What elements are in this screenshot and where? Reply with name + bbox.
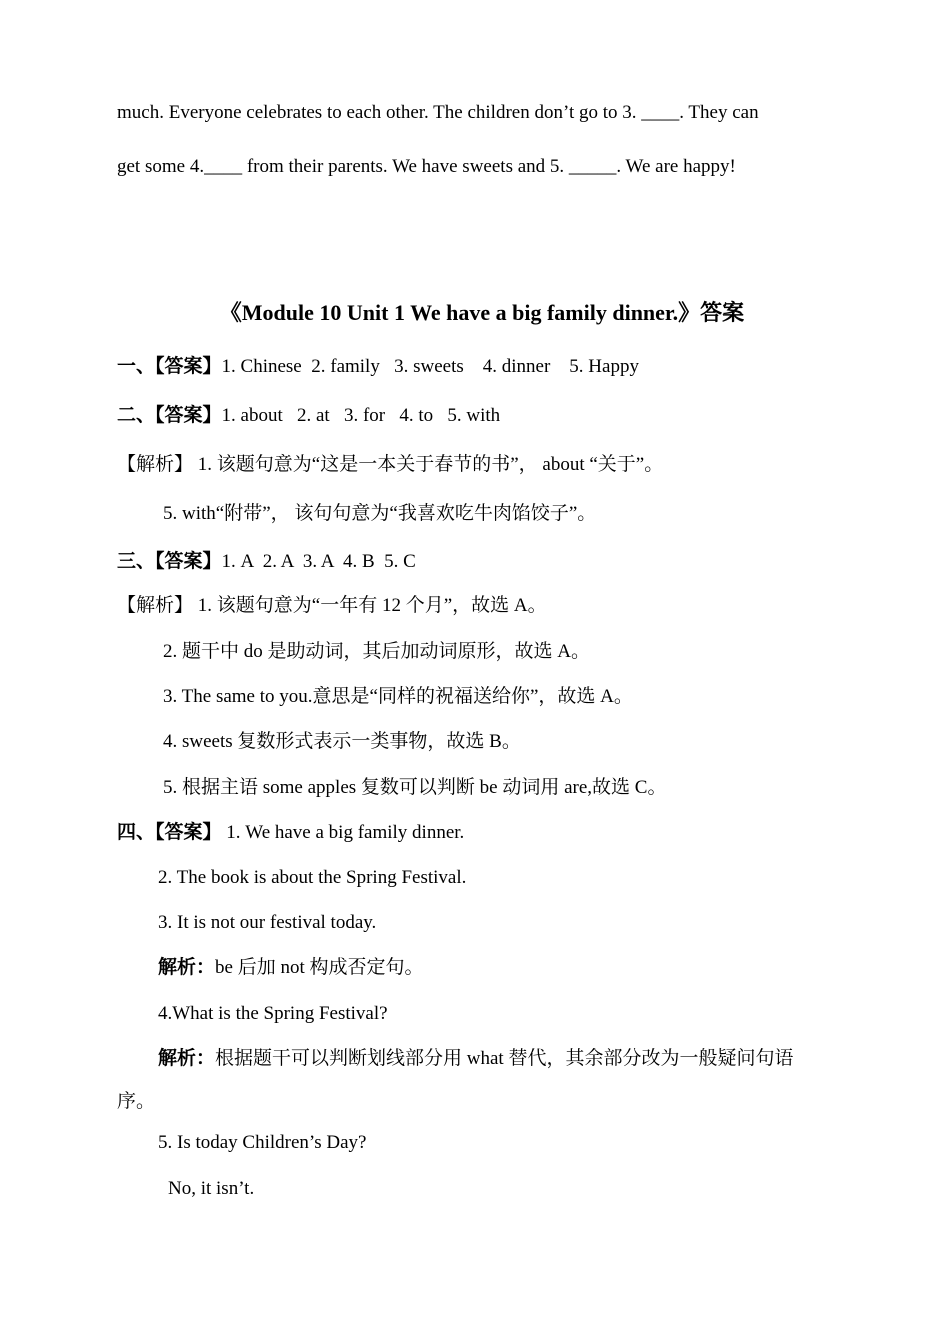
section-4-answer-3: 3. It is not our festival today. bbox=[158, 912, 377, 933]
section-3-text: 1. A 2. A 3. A 4. B 5. C bbox=[221, 551, 416, 572]
passage-line-2: get some 4.____ from their parents. We have sweets and 5. _____. We are happy! bbox=[117, 156, 736, 177]
section-3-analysis-1 bbox=[117, 594, 547, 618]
section-2-analysis-1 bbox=[117, 453, 663, 477]
section-1-number: 一、 bbox=[117, 356, 156, 377]
section-1-answer bbox=[117, 355, 639, 379]
section-2-number: 二、 bbox=[117, 405, 156, 426]
section-2-analysis-1-text: 1. 该题句意为“这是一本关于春节的书”， about “关于”。 bbox=[197, 454, 664, 475]
section-4-number: 四、 bbox=[117, 822, 156, 843]
section-4-answer-1: 1. We have a big family dinner. bbox=[226, 822, 465, 843]
section-4-analysis-3-text: be 后加 not 构成否定句。 bbox=[215, 957, 424, 978]
section-2-text: 1. about 2. at 3. for 4. to 5. with bbox=[221, 405, 501, 426]
section-4-analysis-4-label: 解析： bbox=[158, 1048, 216, 1069]
section-3-analysis-2: 2. 题干中 do 是助动词，其后加动词原形，故选 A。 bbox=[163, 641, 590, 662]
section-3-analysis-4: 4. sweets 复数形式表示一类事物，故选 B。 bbox=[163, 731, 521, 752]
section-4-answer-5-reply: No, it isn’t. bbox=[168, 1178, 255, 1199]
section-3-answer bbox=[117, 550, 416, 574]
section-4-analysis-3-label: 解析： bbox=[158, 957, 216, 978]
section-1-text: 1. Chinese 2. family 3. sweets 4. dinner 5. Happy bbox=[221, 356, 639, 377]
section-1-label: 【答案】 bbox=[155, 356, 222, 377]
section-3-label: 【答案】 bbox=[155, 551, 222, 572]
section-4-analysis-4-text: 根据题干可以判断划线部分用 what 替代，其余部分改为一般疑问句语 bbox=[215, 1048, 794, 1069]
section-2-analysis-label: 【解析】 bbox=[117, 454, 194, 475]
section-4-answer-2: 2. The book is about the Spring Festival. bbox=[158, 867, 467, 888]
section-4-answer-4: 4.What is the Spring Festival? bbox=[158, 1003, 388, 1024]
section-4-analysis-4 bbox=[158, 1047, 793, 1071]
section-3-number: 三、 bbox=[117, 551, 156, 572]
section-2-analysis-5: 5. with“附带”， 该句句意为“我喜欢吃牛肉馅饺子”。 bbox=[163, 503, 597, 524]
section-4-label: 【答案】 bbox=[155, 822, 222, 843]
section-3-analysis-3: 3. The same to you.意思是“同样的祝福送给你”，故选 A。 bbox=[163, 686, 633, 707]
section-3-analysis-5: 5. 根据主语 some apples 复数可以判断 be 动词用 are,故选 C。 bbox=[163, 777, 667, 798]
section-4-analysis-3 bbox=[158, 956, 423, 980]
answer-title: 《Module 10 Unit 1 We have a big family dinner.》答案 bbox=[219, 300, 745, 325]
section-2-label: 【答案】 bbox=[155, 405, 222, 426]
section-3-analysis-1-text: 1. 该题句意为“一年有 12 个月”，故选 A。 bbox=[197, 595, 547, 616]
section-4-analysis-4-continued: 序。 bbox=[117, 1091, 156, 1112]
section-2-answer bbox=[117, 404, 500, 428]
section-4-answer-5: 5. Is today Children’s Day? bbox=[158, 1132, 367, 1153]
passage-line-1: much. Everyone celebrates to each other. The children don’t go to 3. ____. They can bbox=[117, 102, 759, 123]
section-3-analysis-label: 【解析】 bbox=[117, 595, 194, 616]
section-4-answer bbox=[117, 821, 464, 845]
